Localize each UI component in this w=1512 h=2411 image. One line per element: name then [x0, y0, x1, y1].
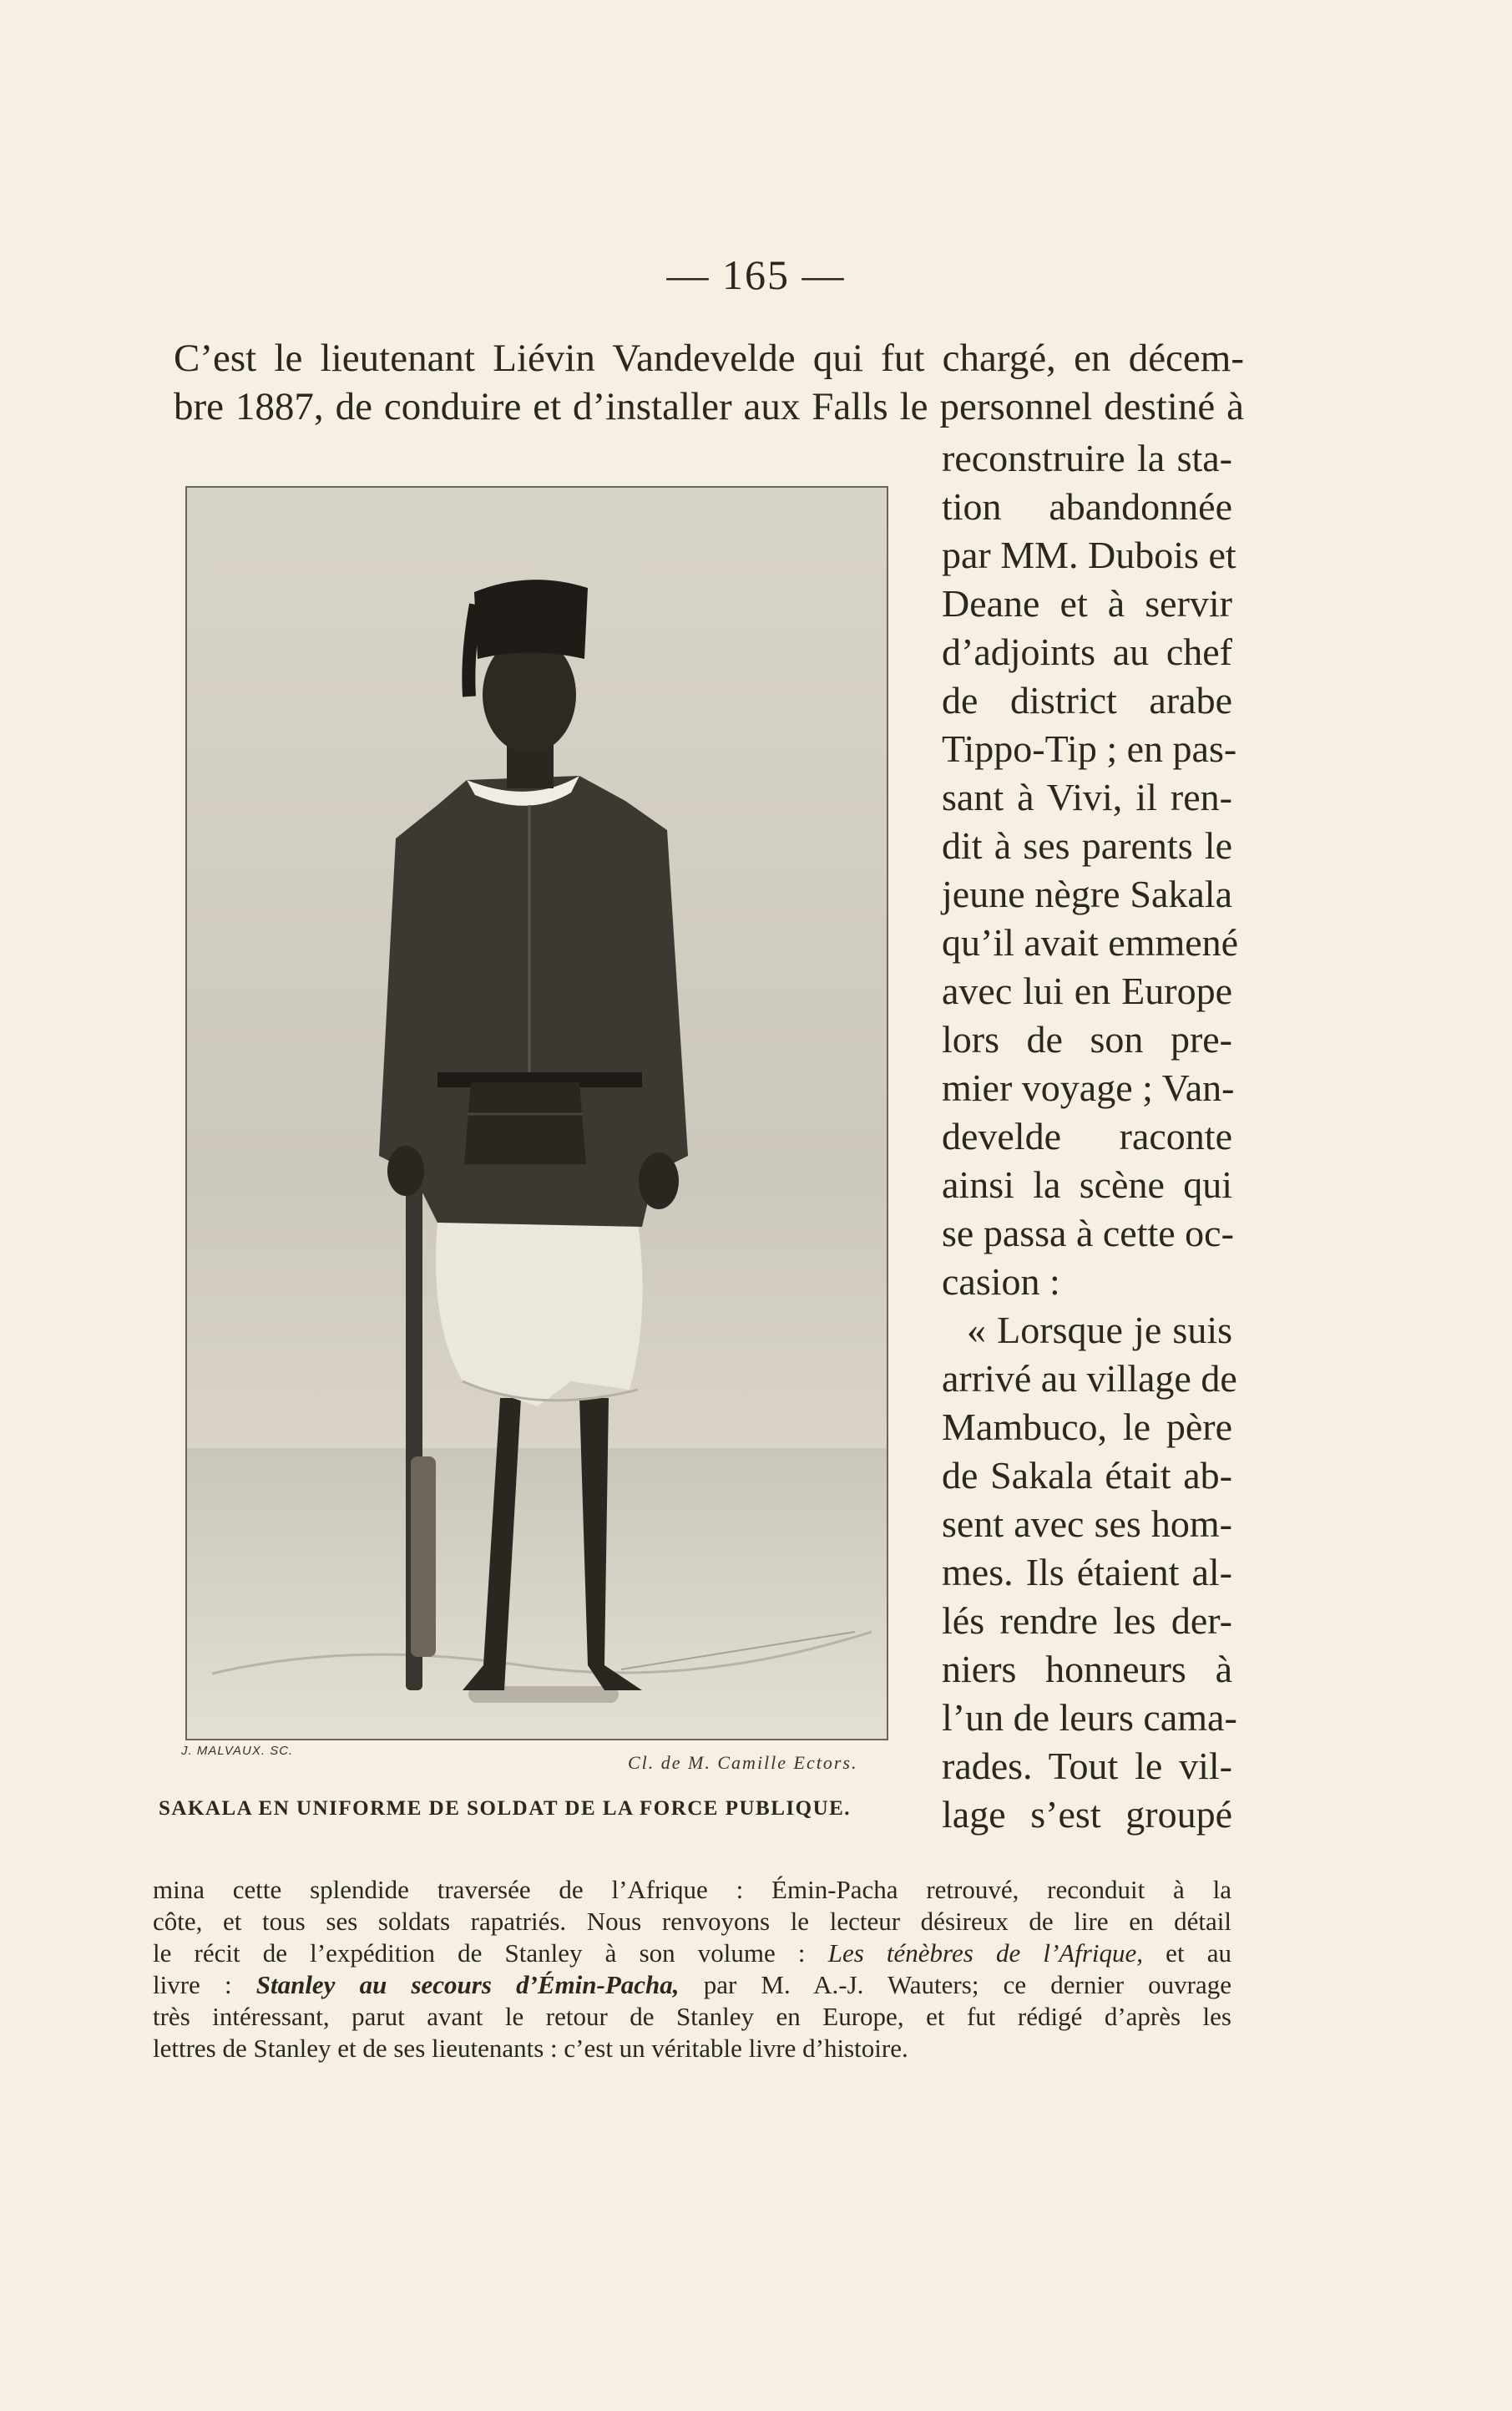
column-line: lors de son pre-: [942, 1018, 1232, 1061]
column-line: avec lui en Europe: [942, 970, 1232, 1012]
column-line: par MM. Dubois et: [942, 534, 1236, 576]
footnote-text: par M. A.-J. Wauters; ce dernier ouvrage: [679, 1970, 1231, 1999]
column-line: jeune nègre Sakala: [942, 873, 1232, 915]
column-line: rades. Tout le vil-: [942, 1745, 1232, 1787]
footnote-line: [153, 1969, 1231, 2001]
figure-caption: SAKALA EN UNIFORME DE SOLDAT DE LA FORCE PUBLIQUE.: [159, 1797, 852, 1820]
column-line: Mambuco, le père: [942, 1406, 1232, 1448]
book-title: Les ténèbres de l’Afrique,: [827, 1938, 1144, 1968]
intro-line: C’est le lieutenant Liévin Vandevelde qui fut chargé, en décem-: [174, 337, 1244, 380]
column-line: « Lorsque je suis: [967, 1309, 1232, 1351]
column-line: d’adjoints au chef: [942, 631, 1232, 673]
page-number: — 165 —: [666, 251, 846, 298]
footnote-text: le récit de l’expédition de Stanley à son volume :: [153, 1938, 828, 1968]
column-line: mes. Ils étaient al-: [942, 1551, 1232, 1593]
column-line: l’un de leurs cama-: [942, 1696, 1237, 1739]
column-line: casion :: [942, 1260, 1060, 1303]
column-line: sent avec ses hom-: [942, 1502, 1232, 1545]
book-title: Stanley au secours d’Émin-Pacha,: [255, 1970, 680, 1999]
column-line: mier voyage ; Van-: [942, 1066, 1235, 1109]
footnote: [153, 1874, 1231, 2064]
footnote-line: [153, 1937, 1231, 1969]
footnote-line: lettres de Stanley et de ses lieutenants : c’est un véritable livre d’histoire.: [153, 2034, 908, 2063]
column-line: sant à Vivi, il ren-: [942, 776, 1232, 818]
column-line: Tippo-Tip ; en pas-: [942, 727, 1237, 770]
soldier-illustration: [187, 488, 887, 1739]
column-line: lés rendre les der-: [942, 1599, 1232, 1642]
photo-credit: Cl. de M. Camille Ectors.: [628, 1752, 858, 1773]
figure: [185, 486, 888, 1740]
column-line: qu’il avait emmené: [942, 921, 1239, 964]
column-line: arrivé au village de: [942, 1357, 1237, 1400]
footnote-line: mina cette splendide traversée de l’Afrique : Émin-Pacha retrouvé, reconduit à la: [153, 1875, 1231, 1904]
column-line: develde raconte: [942, 1115, 1232, 1157]
column-line: lage s’est groupé: [942, 1793, 1232, 1836]
column-line: tion abandonnée: [942, 485, 1232, 528]
footnote-line: très intéressant, parut avant le retour de Stanley en Europe, et fut rédigé d’après les: [153, 2002, 1231, 2031]
side-column-text: [942, 434, 1239, 1839]
soldier-photograph: [185, 486, 888, 1740]
footnote-text: livre :: [153, 1970, 256, 1999]
column-line: reconstruire la sta-: [942, 437, 1232, 479]
column-line: de Sakala était ab-: [942, 1454, 1232, 1497]
intro-paragraph: [174, 334, 1244, 431]
column-line: niers honneurs à: [942, 1648, 1232, 1690]
column-line: Deane et à servir: [942, 582, 1232, 625]
footnote-line: côte, et tous ses soldats rapatriés. Nous renvoyons le lecteur désireux de lire en détail: [153, 1907, 1231, 1936]
column-line: de district arabe: [942, 679, 1232, 722]
column-line: ainsi la scène qui: [942, 1163, 1232, 1206]
column-line: dit à ses parents le: [942, 824, 1232, 867]
column-line: se passa à cette oc-: [942, 1212, 1234, 1254]
intro-line: bre 1887, de conduire et d’installer aux Falls le personnel destiné à: [174, 385, 1244, 428]
footnote-text: et au: [1143, 1938, 1231, 1968]
engraver-signature: J. MALVAUX. SC.: [181, 1744, 294, 1758]
